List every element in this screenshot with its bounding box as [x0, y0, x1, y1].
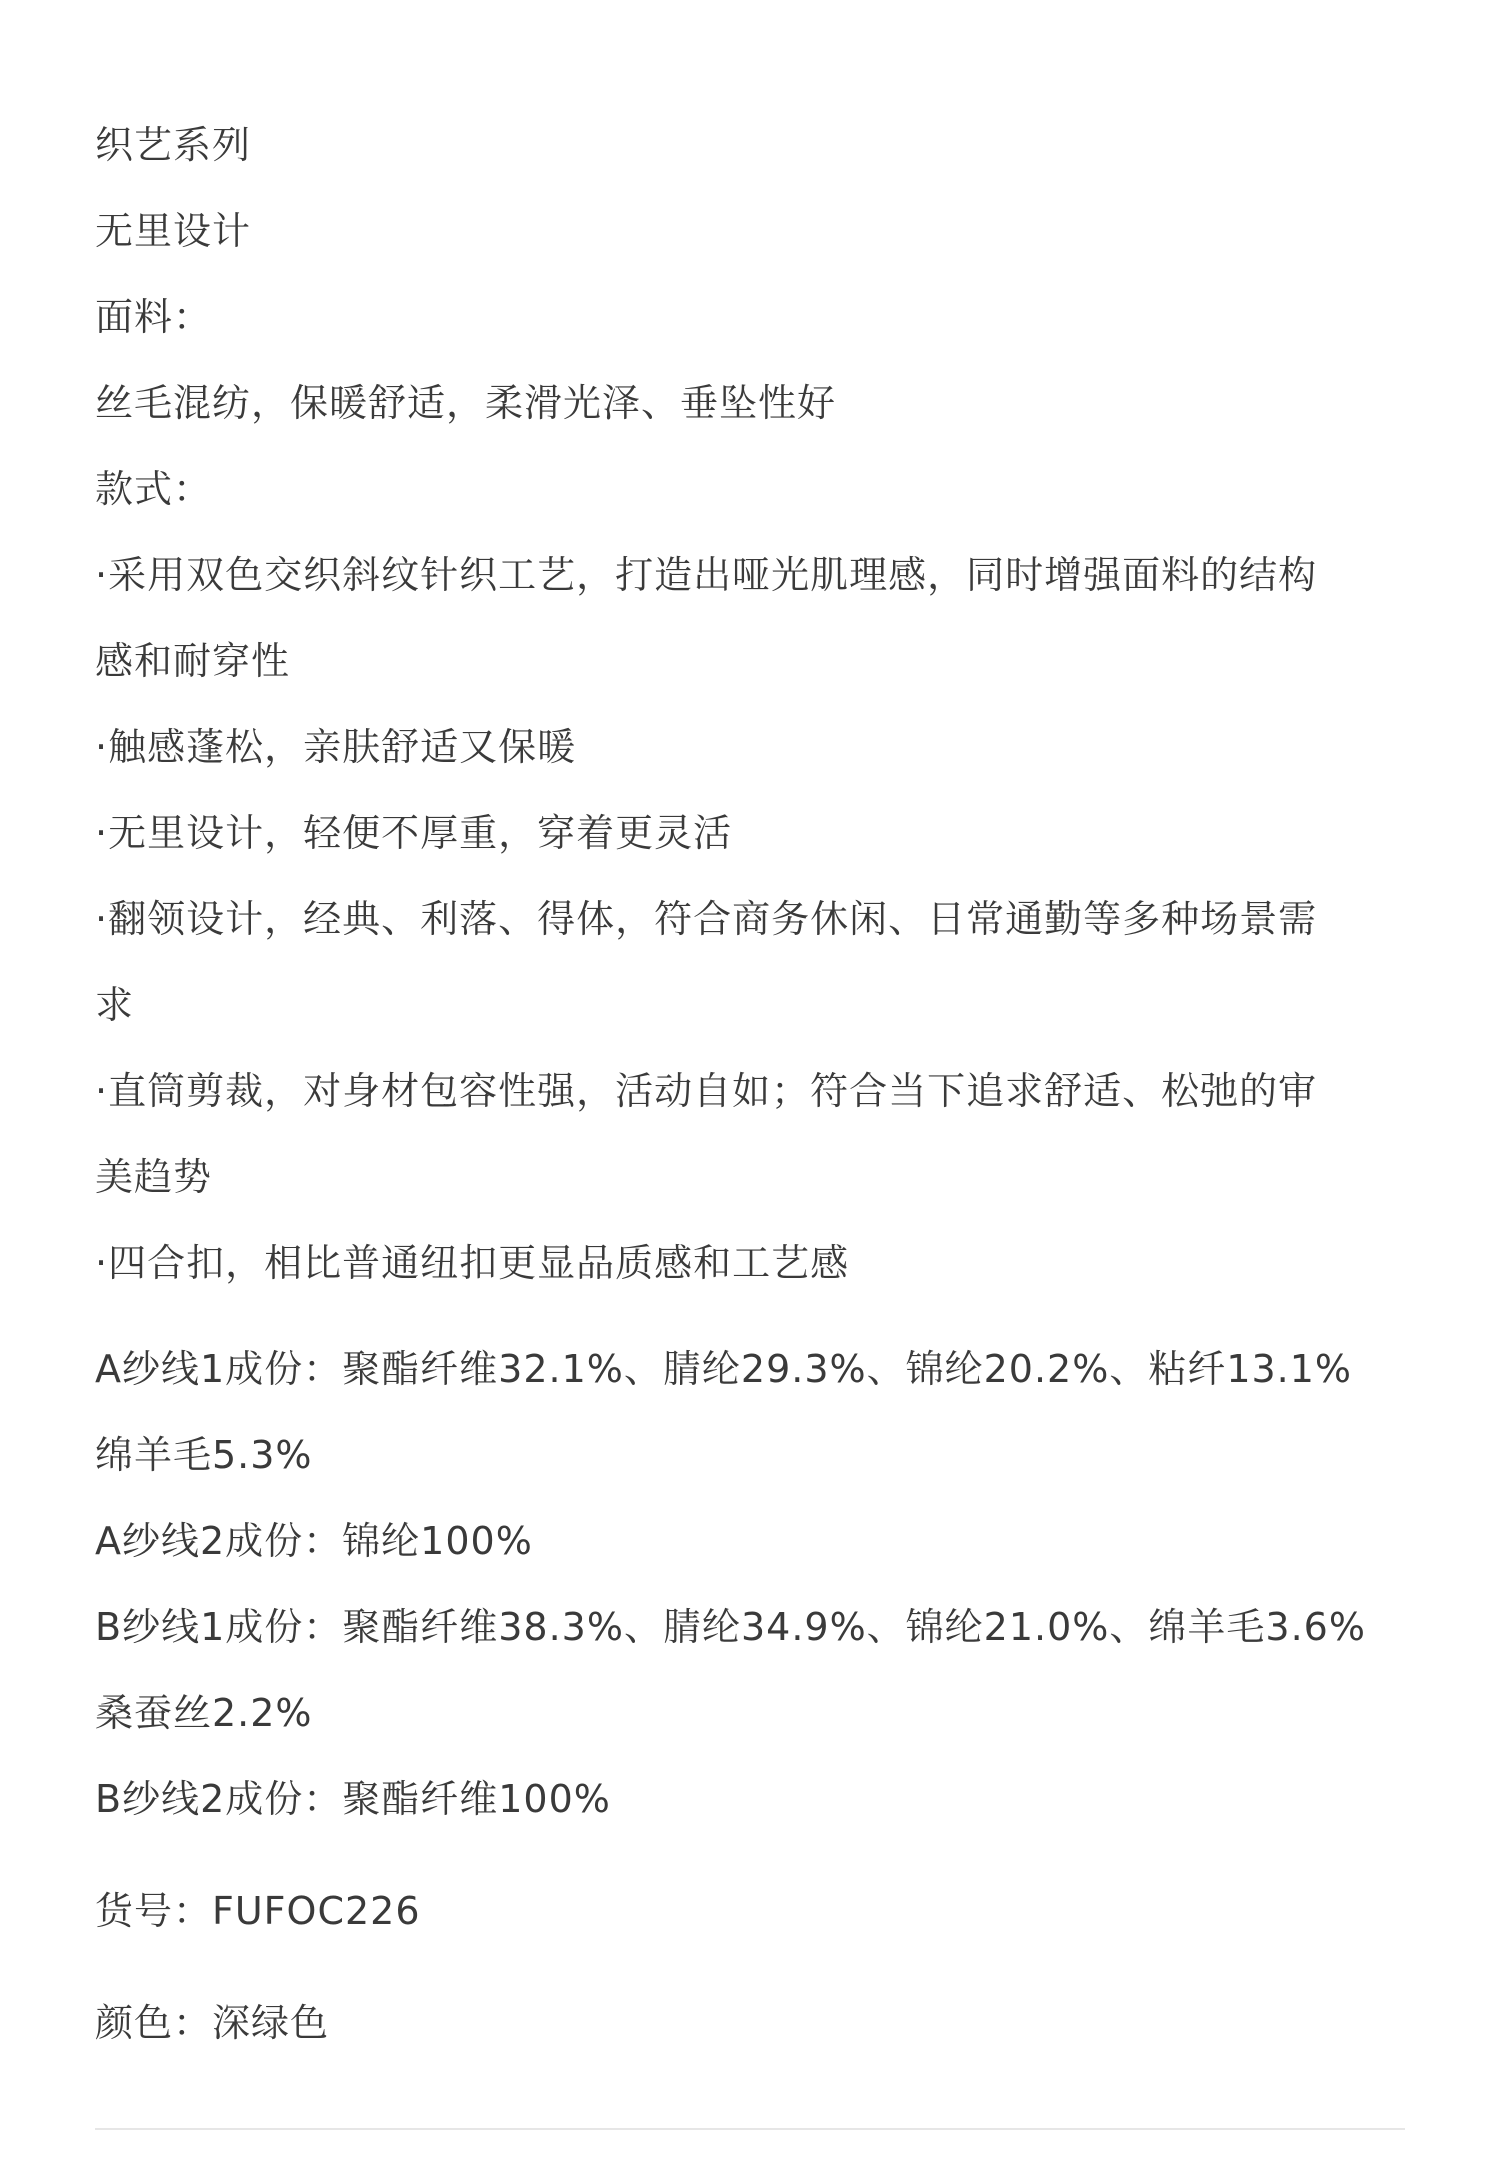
fabric-text: 丝毛混纺，保暖舒适，柔滑光泽、垂坠性好 — [95, 381, 837, 425]
composition-b2: B纱线2成份：聚酯纤维100% — [95, 1777, 611, 1821]
composition-a1-line-1: A纱线1成份：聚酯纤维32.1%、腈纶29.3%、锦纶20.2%、粘纤13.1% — [95, 1347, 1353, 1391]
composition-b1-line-2: 桑蚕丝2.2% — [95, 1691, 313, 1735]
style-item-5-line-1: ·直筒剪裁，对身材包容性强，活动自如；符合当下追求舒适、松弛的审 — [95, 1069, 1318, 1113]
series-name: 织艺系列 — [95, 123, 252, 167]
composition-a2: A纱线2成份：锦纶100% — [95, 1519, 533, 1563]
style-heading: 款式： — [95, 467, 213, 511]
style-item-5-line-2: 美趋势 — [95, 1155, 213, 1199]
style-item-4-line-1: ·翻领设计，经典、利落、得体，符合商务休闲、日常通勤等多种场景需 — [95, 897, 1318, 941]
lining-note: 无里设计 — [95, 209, 252, 253]
style-item-6: ·四合扣，相比普通纽扣更显品质感和工艺感 — [95, 1241, 850, 1285]
color-info: 颜色：深绿色 — [95, 2001, 330, 2045]
style-item-4-line-2: 求 — [95, 983, 135, 1027]
style-item-1-line-2: 感和耐穿性 — [95, 639, 291, 683]
fabric-heading: 面料： — [95, 295, 213, 339]
style-item-3: ·无里设计，轻便不厚重，穿着更灵活 — [95, 811, 733, 855]
composition-a1-line-2: 绵羊毛5.3% — [95, 1433, 313, 1477]
item-number: 货号：FUFOC226 — [95, 1889, 421, 1933]
style-item-1-line-1: ·采用双色交织斜纹针织工艺，打造出哑光肌理感，同时增强面料的结构 — [95, 553, 1318, 597]
style-item-2: ·触感蓬松，亲肤舒适又保暖 — [95, 725, 577, 769]
divider — [95, 2128, 1405, 2130]
composition-b1-line-1: B纱线1成份：聚酯纤维38.3%、腈纶34.9%、锦纶21.0%、绵羊毛3.6% — [95, 1605, 1366, 1649]
